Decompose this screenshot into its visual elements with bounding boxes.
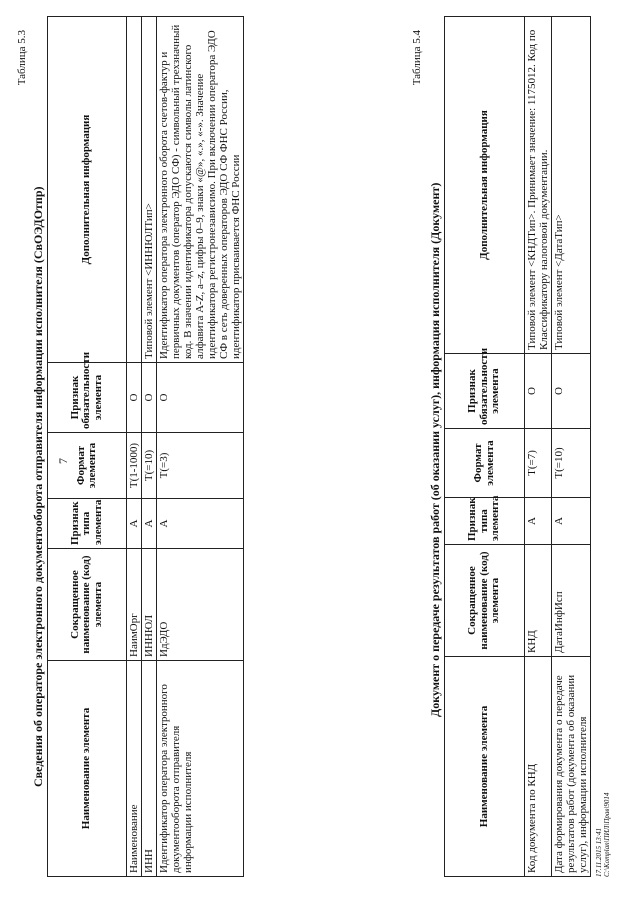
cell-info: Типовой элемент <КНДТип>. Принимает значение: 1175012. Код по Классификатору налоговой документации.	[525, 17, 552, 354]
table-5-4-title: Документ о передаче результатов работ (об оказании услуг), информация исполнителя (Документ)	[428, 182, 442, 717]
cell-code: ИННЮЛ	[142, 549, 157, 661]
cell-info: Идентификатор оператора электронного оборота счетов-фактур и первичных документов (оператор ЭДО СФ) - символьный трехзначный код. В значении идентификатора допускаются символы латинского алфавита A-Z, a–z, цифры 0–9, знаки «@», «.», «-». Значение идентификатора регистронезависимо. При включении оператора ЭДО СФ в сеть доверенных операторов ЭДО СФ ФНС России, идентификатор присваивается ФНС России	[157, 17, 244, 363]
table-header-row	[445, 17, 525, 877]
cell-name: Идентификатор оператора электронного документооборота отправителя информации исполнителя	[157, 661, 244, 877]
cell-name: Наименование	[127, 661, 142, 877]
cell-info: Типовой элемент <ДатаТип>	[552, 17, 591, 354]
cell-format: T(=7)	[525, 429, 552, 498]
header-cell: Формат элемента	[48, 433, 127, 499]
footer-path: C:\Komplan\ПИЛ\Прав\9014	[603, 792, 611, 877]
page-number: 7	[56, 458, 70, 464]
table-row	[142, 17, 157, 877]
cell-info	[127, 17, 142, 363]
header-cell: Сокращенное наименование (код) элемента	[48, 549, 127, 661]
cell-required: О	[142, 363, 157, 433]
cell-required: О	[525, 354, 552, 429]
cell-name: Код документа по КНД	[525, 657, 552, 877]
cell-type: А	[127, 499, 142, 549]
cell-format: T(1-1000)	[127, 433, 142, 499]
footer-stamp	[595, 793, 611, 877]
table-5-4	[444, 16, 591, 877]
cell-info: Типовой элемент <ИННЮЛТип>	[142, 17, 157, 363]
cell-required: О	[157, 363, 244, 433]
header-cell: Сокращенное наименование (код) элемента	[445, 545, 525, 657]
table-header-row	[48, 17, 127, 877]
header-cell: Признак обязательности элемента	[445, 354, 525, 429]
table-5-4-caption: Таблица 5.4	[411, 30, 423, 86]
table-5-3-title: Сведения об операторе электронного документооборота отправителя информации исполнителя (СвОЭДОтпр)	[31, 186, 45, 787]
cell-code: ДатаИнфИсп	[552, 545, 591, 657]
header-cell: Формат элемента	[445, 429, 525, 498]
header-cell: Наименование элемента	[445, 657, 525, 877]
cell-format: T(=10)	[142, 433, 157, 499]
header-cell: Дополнительная информация	[48, 17, 127, 363]
header-cell: Наименование элемента	[48, 661, 127, 877]
header-cell: Признак обязательности элемента	[48, 363, 127, 433]
table-5-3-caption: Таблица 5.3	[16, 30, 28, 86]
cell-format: T(=10)	[552, 429, 591, 498]
header-cell: Признак типа элемента	[445, 498, 525, 545]
cell-code: ИдЭДО	[157, 549, 244, 661]
cell-required: О	[127, 363, 142, 433]
cell-type: А	[157, 499, 244, 549]
table-row	[157, 17, 244, 877]
table-row	[127, 17, 142, 877]
cell-type: А	[525, 498, 552, 545]
table-5-3	[47, 16, 244, 877]
table-row	[552, 17, 591, 877]
cell-name: Дата формирования документа о передаче результатов работ (документа об оказании услуг), информации исполнителя	[552, 657, 591, 877]
cell-type: А	[142, 499, 157, 549]
cell-name: ИНН	[142, 661, 157, 877]
cell-format: T(=3)	[157, 433, 244, 499]
header-cell: Дополнительная информация	[445, 17, 525, 354]
cell-code: КНД	[525, 545, 552, 657]
cell-required: О	[552, 354, 591, 429]
table-row	[525, 17, 552, 877]
footer-date: 17.11.2015 13:41	[595, 827, 603, 877]
cell-code: НаимОрг	[127, 549, 142, 661]
header-cell: Признак типа элемента	[48, 499, 127, 549]
cell-type: А	[552, 498, 591, 545]
